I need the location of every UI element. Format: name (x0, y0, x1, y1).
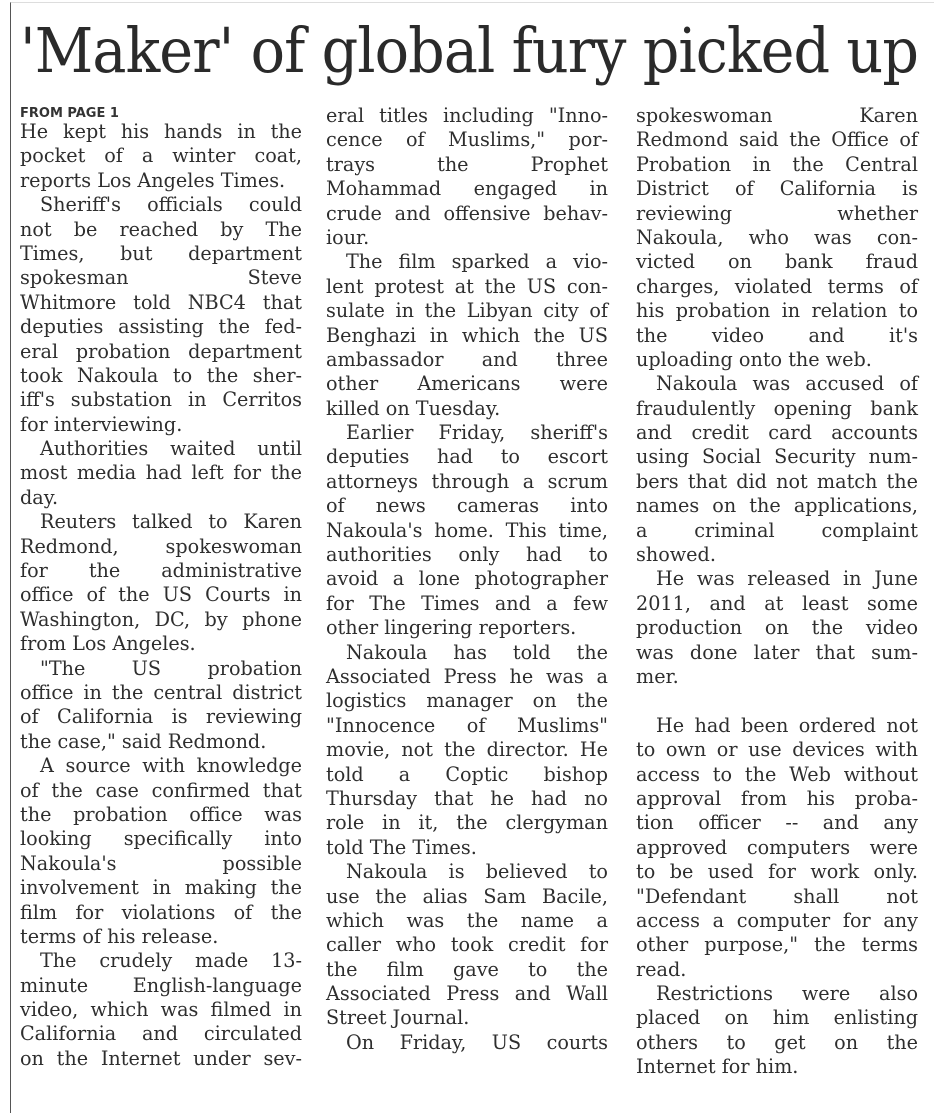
paragraph (20, 949, 302, 1071)
text-line: office in the central district (20, 680, 302, 704)
text-line: ambassador and three (326, 347, 608, 371)
text-line: other lingering reporters. (326, 616, 577, 640)
text-line: tion officer -- and any (636, 811, 918, 835)
text-line: not be reached by The (20, 217, 302, 241)
text-line: avoid a lone photographer (326, 567, 608, 591)
kicker-label: FROM PAGE 1 (20, 106, 119, 121)
text-line: Internet for him. (636, 1055, 799, 1079)
paragraph (636, 567, 918, 689)
text-line: Sheriff's officials could (40, 193, 302, 217)
text-line: role in it, the clergyman (326, 811, 608, 835)
text-line: on the Internet under sev- (20, 1046, 302, 1070)
text-line: which was the name a (326, 908, 608, 932)
text-line: approval from his proba- (636, 786, 918, 810)
text-line: spokeswoman Karen (636, 104, 918, 127)
text-line: the probation office was (20, 802, 302, 826)
text-line: "The US probation (40, 656, 302, 680)
text-line: Nakoula is believed to (346, 860, 608, 884)
paragraph (326, 1031, 608, 1055)
article-column-1 (20, 106, 302, 1071)
text-line: production on the video (636, 616, 918, 640)
paragraph (636, 372, 918, 567)
article-column-3 (636, 104, 918, 1080)
text-line: California and circulated (20, 1022, 302, 1046)
text-line: Associated Press and Wall (326, 982, 608, 1006)
text-line: fraudulently opening bank (636, 396, 918, 420)
paragraph (20, 657, 302, 755)
text-line: "Defendant shall not (636, 884, 918, 908)
text-line: deputies had to escort (326, 445, 608, 469)
text-line: of news cameras into (326, 494, 608, 518)
text-line: his probation in relation to (636, 299, 918, 323)
spacer (636, 689, 918, 713)
text-line: Nakoula's possible (20, 851, 302, 875)
text-line: authorities only had to (326, 543, 608, 567)
text-line: iff's substation in Cerritos (20, 388, 302, 412)
text-line: Thursday that he had no (326, 786, 608, 810)
text-line: 2011, and at least some (636, 591, 918, 615)
article-column-2 (326, 104, 608, 1055)
text-line: crude and offensive behav- (326, 201, 608, 225)
text-line: Reuters talked to Karen (40, 510, 302, 534)
text-line: "Innocence of Muslims" (326, 713, 608, 737)
text-line: the video and it's (636, 323, 918, 347)
text-line: of California is reviewing (20, 705, 302, 729)
paragraph (326, 421, 608, 641)
paragraph (636, 104, 918, 372)
text-line: movie, not the director. He (326, 738, 608, 762)
text-line: use the alias Sam Bacile, (326, 884, 608, 908)
text-line: using Social Security num- (636, 445, 918, 469)
text-line: Probation in the Central (636, 152, 918, 176)
text-line: logistics manager on the (326, 689, 608, 713)
text-line: On Friday, US courts (346, 1030, 608, 1054)
text-line: told The Times. (326, 835, 477, 859)
text-line: caller who took credit for (326, 933, 608, 957)
paragraph (326, 860, 608, 1031)
text-line: film for violations of the (20, 900, 302, 924)
text-line: Redmond, spokeswoman (20, 534, 302, 558)
text-line: mer. (636, 664, 679, 688)
text-line: charges, violated terms of (636, 274, 918, 298)
text-line: Nakoula's home. This time, (326, 518, 608, 542)
paragraph (20, 120, 302, 193)
text-line: showed. (636, 543, 716, 567)
paragraph (326, 104, 608, 250)
text-line: day. (20, 485, 59, 509)
text-line: other Americans were (326, 372, 608, 396)
text-line: from Los Angeles. (20, 632, 196, 656)
text-line: read. (636, 957, 687, 981)
text-line: He kept his hands in the (20, 120, 302, 143)
paragraph (20, 754, 302, 949)
text-line: video, which was filmed in (20, 998, 302, 1022)
paragraph (326, 250, 608, 421)
text-line: reviewing whether (636, 201, 918, 225)
text-line: attorneys through a scrum (326, 469, 608, 493)
text-line: Street Journal. (326, 1006, 470, 1030)
text-line: the case," said Redmond. (20, 729, 267, 753)
text-line: the film gave to the (326, 957, 608, 981)
text-line: for The Times and a few (326, 591, 608, 615)
text-line: The crudely made 13- (40, 949, 302, 973)
text-line: deputies assisting the fed- (20, 315, 302, 339)
text-line: minute English-language (20, 973, 302, 997)
paragraph (636, 714, 918, 982)
text-line: to be used for work only. (636, 860, 918, 884)
text-line: pocket of a winter coat, (20, 144, 302, 168)
text-line: office of the US Courts in (20, 583, 302, 607)
text-line: Benghazi in which the US (326, 323, 608, 347)
text-line: victed on bank fraud (636, 250, 918, 274)
text-line: reports Los Angeles Times. (20, 168, 286, 192)
text-line: spokesman Steve (20, 266, 302, 290)
text-line: Times, but department (20, 241, 302, 265)
text-line: others to get on the (636, 1030, 918, 1054)
paragraph (20, 193, 302, 437)
text-line: cence of Muslims," por- (326, 128, 608, 152)
text-line: told a Coptic bishop (326, 762, 608, 786)
text-line: for interviewing. (20, 412, 183, 436)
text-line: Washington, DC, by phone (20, 607, 302, 631)
text-line: uploading onto the web. (636, 347, 872, 371)
text-line: Whitmore told NBC4 that (20, 290, 302, 314)
text-line: to own or use devices with (636, 738, 918, 762)
text-line: terms of his release. (20, 924, 219, 948)
text-line: approved computers were (636, 835, 918, 859)
text-line: eral titles including "Inno- (326, 104, 608, 127)
headline: 'Maker' of global fury picked up (20, 14, 918, 87)
text-line: for the administrative (20, 559, 302, 583)
text-line: District of California is (636, 177, 918, 201)
text-line: iour. (326, 225, 370, 249)
text-line: sulate in the Libyan city of (326, 299, 608, 323)
text-line: names on the applications, (636, 494, 918, 518)
paragraph (20, 510, 302, 656)
text-line: The film sparked a vio- (346, 250, 608, 274)
text-line: took Nakoula to the sher- (20, 363, 302, 387)
text-line: eral probation department (20, 339, 302, 363)
text-line: involvement in making the (20, 876, 302, 900)
text-line: of the case confirmed that (20, 778, 302, 802)
text-line: lent protest at the US con- (326, 274, 608, 298)
text-line: and credit card accounts (636, 421, 918, 445)
text-line: Associated Press he was a (326, 664, 608, 688)
text-line: killed on Tuesday. (326, 396, 501, 420)
paragraph (20, 437, 302, 510)
text-line: Nakoula was accused of (656, 372, 918, 396)
text-line: He was released in June (656, 567, 918, 591)
text-line: Authorities waited until (40, 437, 302, 461)
text-line: access to the Web without (636, 762, 918, 786)
text-line: trays the Prophet (326, 152, 608, 176)
text-line: placed on him enlisting (636, 1006, 918, 1030)
text-line: Restrictions were also (656, 982, 918, 1006)
text-line: Nakoula, who was con- (636, 225, 918, 249)
text-line: Mohammad engaged in (326, 177, 608, 201)
text-line: a criminal complaint (636, 518, 918, 542)
text-line: Earlier Friday, sheriff's (346, 421, 608, 445)
text-line: access a computer for any (636, 908, 918, 932)
text-line: He had been ordered not (656, 713, 918, 737)
text-line: most media had left for the (20, 461, 302, 485)
text-line: looking specifically into (20, 827, 302, 851)
paragraph (636, 982, 918, 1080)
paragraph (326, 641, 608, 861)
text-line: bers that did not match the (636, 469, 918, 493)
text-line: was done later that sum- (636, 640, 918, 664)
text-line: Redmond said the Office of (636, 128, 918, 152)
text-line: other purpose," the terms (636, 933, 918, 957)
text-line: A source with knowledge (40, 754, 302, 778)
text-line: Nakoula has told the (346, 640, 608, 664)
